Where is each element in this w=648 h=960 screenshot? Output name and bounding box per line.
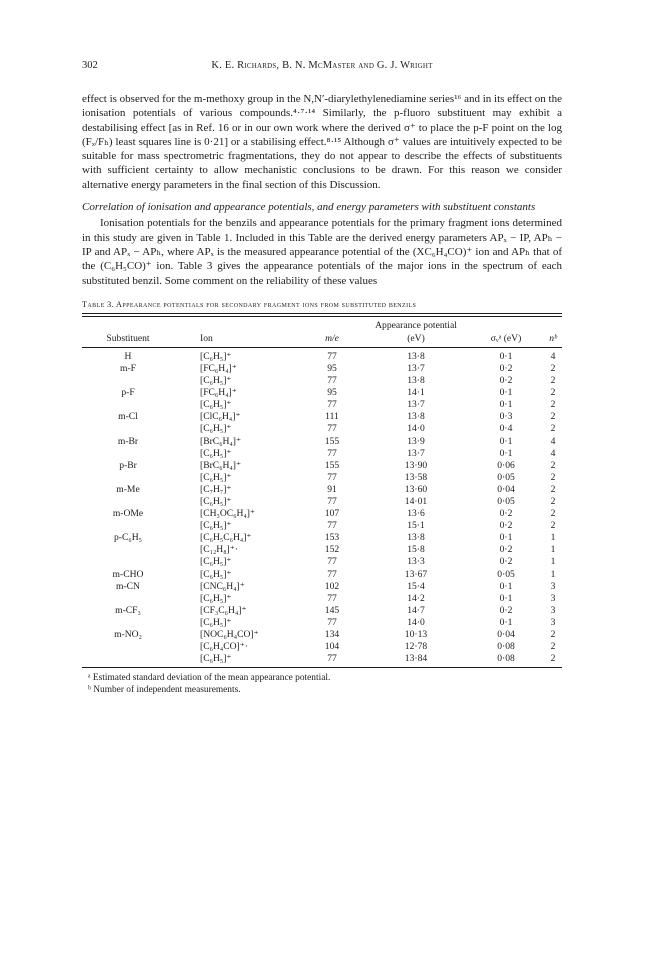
cell-sigma: 0·08 [497, 641, 515, 653]
cell-n: 2 [550, 471, 556, 483]
cell-appearance-potential: 13·9 [407, 435, 425, 447]
cell-substituent: p-C₆H₅ [113, 532, 142, 544]
cell-sigma: 0·05 [497, 471, 515, 483]
table-row [82, 520, 562, 532]
col-header-me: m/e [325, 332, 339, 344]
cell-me: 155 [324, 435, 340, 447]
table-row [82, 544, 562, 556]
cell-substituent: m-F [120, 362, 136, 374]
table-row [82, 363, 562, 375]
cell-ion: [C₆H₅]⁺ [200, 375, 232, 387]
table-row [82, 581, 562, 593]
cell-ion: [C₆H₅]⁺ [200, 520, 232, 532]
cell-n: 2 [550, 411, 556, 423]
cell-substituent: m-OMe [112, 508, 144, 520]
col-header-substituent: Substituent [106, 332, 150, 344]
cell-substituent [82, 593, 174, 605]
section-heading: Correlation of ionisation and appearance potentials, and energy parameters with substituent constants [82, 201, 536, 214]
cell-me: 91 [327, 483, 337, 495]
cell-sigma: 0·2 [499, 375, 513, 387]
cell-appearance-potential: 14·0 [407, 423, 425, 435]
cell-appearance-potential: 13·7 [407, 399, 425, 411]
cell-substituent: m-CN [116, 580, 140, 592]
cell-appearance-potential: 10·13 [404, 629, 428, 641]
cell-ion: [C₁₂H₈]⁺· [200, 544, 239, 556]
cell-me: 111 [325, 411, 339, 423]
cell-me: 77 [327, 375, 337, 387]
cell-appearance-potential: 14·01 [404, 495, 428, 507]
cell-sigma: 0·3 [499, 411, 513, 423]
table-row [82, 460, 562, 472]
cell-appearance-potential: 13·7 [407, 447, 425, 459]
cell-substituent [82, 375, 174, 387]
col-header-ion: Ion [200, 332, 213, 344]
footnote-a: ᵃ Estimated standard deviation of the mean appearance potential. [88, 673, 331, 684]
footnote-b: ᵇ Number of independent measurements. [88, 684, 241, 695]
cell-ion: [C₆H₄CO]⁺· [200, 641, 248, 653]
cell-n: 1 [550, 556, 556, 568]
cell-ion: [C₆H₅]⁺ [200, 495, 232, 507]
cell-ion: [C₆H₅]⁺ [200, 447, 232, 459]
cell-me: 77 [327, 616, 337, 628]
table-row [82, 532, 562, 544]
cell-n: 2 [550, 375, 556, 387]
cell-appearance-potential: 13·90 [404, 459, 428, 471]
cell-appearance-potential: 14·0 [407, 616, 425, 628]
cell-me: 77 [327, 592, 337, 604]
cell-substituent [82, 448, 174, 460]
cell-substituent [82, 617, 174, 629]
cell-appearance-potential: 13·67 [404, 568, 428, 580]
cell-appearance-potential: 15·8 [407, 544, 425, 556]
cell-appearance-potential: 13·58 [404, 471, 428, 483]
cell-n: 2 [550, 641, 556, 653]
cell-n: 2 [550, 399, 556, 411]
cell-substituent [82, 399, 174, 411]
cell-substituent [82, 496, 174, 508]
cell-sigma: 0·06 [497, 459, 515, 471]
cell-sigma: 0·04 [497, 483, 515, 495]
col-header-n: nᵇ [549, 332, 557, 344]
cell-appearance-potential: 13·8 [407, 532, 425, 544]
cell-me: 134 [324, 629, 340, 641]
cell-me: 104 [324, 641, 340, 653]
cell-sigma: 0·1 [499, 435, 513, 447]
cell-substituent [82, 653, 174, 667]
cell-n: 2 [550, 362, 556, 374]
body-paragraph: Ionisation potentials for the benzils and appearance potentials for the primary fragment ions determined in this study are given in Table 1. Included in this Table are the derived energy parameters APₓ − IP, APₕ − IP and APₓ − APₕ, where APₓ is the measured appearance potential of the (XC₆H₄CO)⁺ ion and APₕ that of the (C₆H₅CO)⁺ ion. Table 3 gives the appearance potentials of the major ions in the spectrum of each substituted benzil. Some comment on the reliability of these values [82, 217, 562, 287]
cell-me: 102 [324, 580, 340, 592]
table-row [82, 423, 562, 435]
cell-me: 77 [327, 471, 337, 483]
cell-sigma: 0·1 [499, 532, 513, 544]
cell-ion: [C₆H₅C₆H₄]⁺ [200, 532, 252, 544]
cell-me: 77 [327, 556, 337, 568]
cell-sigma: 0·2 [499, 556, 513, 568]
table-row [82, 641, 562, 653]
running-head: K. E. Richards, B. N. McMaster and G. J. Wright [211, 60, 433, 71]
table-footnotes [82, 673, 562, 696]
cell-ion: [FC₆H₄]⁺ [200, 387, 237, 399]
cell-substituent: m-CF₃ [115, 604, 141, 616]
cell-sigma: 0·1 [499, 350, 513, 362]
cell-n: 4 [550, 435, 556, 447]
cell-n: 2 [550, 423, 556, 435]
cell-n: 2 [550, 387, 556, 399]
cell-me: 77 [327, 447, 337, 459]
table-row [82, 593, 562, 605]
cell-appearance-potential: 13·8 [407, 375, 425, 387]
cell-appearance-potential: 13·60 [404, 483, 428, 495]
cell-me: 152 [324, 544, 340, 556]
table-row [82, 436, 562, 448]
cell-substituent [82, 641, 174, 653]
table-row [82, 653, 562, 667]
cell-appearance-potential: 14·1 [407, 387, 425, 399]
cell-substituent [82, 520, 174, 532]
page-number: 302 [82, 60, 98, 71]
table-row [82, 617, 562, 629]
cell-me: 77 [327, 520, 337, 532]
table-row [82, 348, 562, 363]
col-header-sigma: σᵥᵃ (eV) [490, 332, 522, 344]
cell-me: 107 [324, 508, 340, 520]
appearance-potentials-table [82, 317, 562, 667]
cell-ion: [CH₃OC₆H₄]⁺ [200, 508, 256, 520]
cell-ion: [C₆H₅]⁺ [200, 653, 232, 665]
cell-n: 2 [550, 520, 556, 532]
cell-appearance-potential: 13·3 [407, 556, 425, 568]
cell-ion: [BrC₆H₄]⁺ [200, 459, 242, 471]
cell-ion: [CNC₆H₄]⁺ [200, 580, 245, 592]
cell-n: 3 [550, 616, 556, 628]
cell-me: 77 [327, 568, 337, 580]
cell-appearance-potential: 14·7 [407, 604, 425, 616]
cell-substituent [82, 556, 174, 568]
cell-substituent: m-NO₂ [114, 629, 142, 641]
cell-substituent: p-F [121, 387, 135, 399]
cell-ion: [C₇H₇]⁺ [200, 483, 232, 495]
cell-ion: [C₆H₅]⁺ [200, 592, 232, 604]
cell-sigma: 0·2 [499, 604, 513, 616]
cell-substituent: m-Br [117, 435, 139, 447]
cell-substituent: m-Cl [118, 411, 138, 423]
cell-ion: [C₆H₅]⁺ [200, 556, 232, 568]
cell-sigma: 0·1 [499, 447, 513, 459]
cell-appearance-potential: 13·8 [407, 411, 425, 423]
table-row [82, 472, 562, 484]
cell-ion: [C₆H₅]⁺ [200, 616, 232, 628]
table-row [82, 569, 562, 581]
cell-sigma: 0·2 [499, 362, 513, 374]
col-header-ap-line1: Appearance potential [375, 319, 457, 331]
cell-substituent: p-Br [119, 459, 137, 471]
cell-appearance-potential: 13·84 [404, 653, 428, 665]
cell-n: 4 [550, 447, 556, 459]
cell-substituent: m-Me [116, 483, 140, 495]
cell-sigma: 0·08 [497, 653, 515, 665]
body-paragraph: effect is observed for the m-methoxy group in the N,N′-diarylethylenediamine series¹⁶ and in its effect on the ionisation potentials of various compounds.⁴·⁷·¹⁴ Similarly, the p-fluoro substituent may exhibit a destabilising effect [as in Ref. 16 or in our own work where the derived σ⁺ to place the p-F point on the log (Fₓ/Fₕ) least squares line is 0·21] or a stabilising effect.⁸·¹⁵ Although σ⁺ values are intuitively expected to be suitable for mass spectrometric fragmentations, they do not appear to describe the effects of substituents with sufficient certainty to allow mechanistic conclusions to be drawn. For this reason we consider alternative energy parameters in the final section of this Discussion. [82, 93, 562, 191]
cell-n: 3 [550, 604, 556, 616]
table-row [82, 556, 562, 568]
cell-me: 77 [327, 399, 337, 411]
cell-sigma: 0·05 [497, 495, 515, 507]
cell-sigma: 0·2 [499, 508, 513, 520]
cell-sigma: 0·2 [499, 520, 513, 532]
cell-n: 1 [550, 532, 556, 544]
cell-sigma: 0·1 [499, 616, 513, 628]
cell-me: 95 [327, 362, 337, 374]
cell-ion: [NOC₆H₄CO]⁺ [200, 629, 259, 641]
cell-ion: [C₆H₅]⁺ [200, 568, 232, 580]
cell-ion: [FC₆H₄]⁺ [200, 362, 237, 374]
cell-ion: [BrC₆H₄]⁺ [200, 435, 242, 447]
cell-me: 77 [327, 350, 337, 362]
cell-ion: [C₆H₅]⁺ [200, 423, 232, 435]
cell-sigma: 0·1 [499, 387, 513, 399]
cell-n: 1 [550, 568, 556, 580]
cell-n: 4 [550, 350, 556, 362]
table-row [82, 605, 562, 617]
cell-appearance-potential: 12·78 [404, 641, 428, 653]
cell-sigma: 0·1 [499, 399, 513, 411]
cell-substituent [82, 423, 174, 435]
cell-substituent [82, 472, 174, 484]
cell-appearance-potential: 13·8 [407, 350, 425, 362]
table-row [82, 629, 562, 641]
cell-n: 2 [550, 653, 556, 665]
cell-n: 2 [550, 459, 556, 471]
table-row [82, 399, 562, 411]
table-row [82, 508, 562, 520]
cell-appearance-potential: 13·7 [407, 362, 425, 374]
cell-sigma: 0·2 [499, 544, 513, 556]
table-row [82, 484, 562, 496]
table-row [82, 448, 562, 460]
table-top-rule [82, 313, 562, 314]
journal-page [82, 60, 562, 696]
cell-ion: [CF₃C₆H₄]⁺ [200, 604, 247, 616]
cell-me: 155 [324, 459, 340, 471]
cell-n: 2 [550, 508, 556, 520]
cell-appearance-potential: 15·1 [407, 520, 425, 532]
cell-n: 2 [550, 495, 556, 507]
cell-ion: [C₆H₅]⁺ [200, 399, 232, 411]
page-header [82, 60, 562, 74]
cell-me: 145 [324, 604, 340, 616]
cell-substituent: H [124, 350, 132, 362]
table-row [82, 387, 562, 399]
cell-substituent [82, 544, 174, 556]
table-row [82, 411, 562, 423]
cell-sigma: 0·1 [499, 580, 513, 592]
table-caption: Table 3. Appearance potentials for secondary fragment ions from substituted benzils [82, 299, 417, 309]
cell-sigma: 0·04 [497, 629, 515, 641]
cell-me: 77 [327, 653, 337, 665]
cell-appearance-potential: 13·6 [407, 508, 425, 520]
cell-sigma: 0·4 [499, 423, 513, 435]
cell-n: 3 [550, 592, 556, 604]
cell-appearance-potential: 15·4 [407, 580, 425, 592]
cell-appearance-potential: 14·2 [407, 592, 425, 604]
table-row [82, 375, 562, 387]
cell-n: 2 [550, 483, 556, 495]
cell-n: 3 [550, 580, 556, 592]
table-bottom-rule [82, 667, 562, 668]
col-header-ap-line2: (eV) [407, 332, 425, 344]
table-row [82, 496, 562, 508]
cell-substituent: m-CHO [112, 568, 144, 580]
cell-sigma: 0·1 [499, 592, 513, 604]
cell-n: 1 [550, 544, 556, 556]
cell-sigma: 0·05 [497, 568, 515, 580]
cell-me: 77 [327, 495, 337, 507]
cell-me: 77 [327, 423, 337, 435]
cell-n: 2 [550, 629, 556, 641]
cell-ion: [C₆H₅]⁺ [200, 350, 232, 362]
cell-ion: [ClC₆H₄]⁺ [200, 411, 241, 423]
cell-me: 153 [324, 532, 340, 544]
cell-ion: [C₆H₅]⁺ [200, 471, 232, 483]
cell-me: 95 [327, 387, 337, 399]
